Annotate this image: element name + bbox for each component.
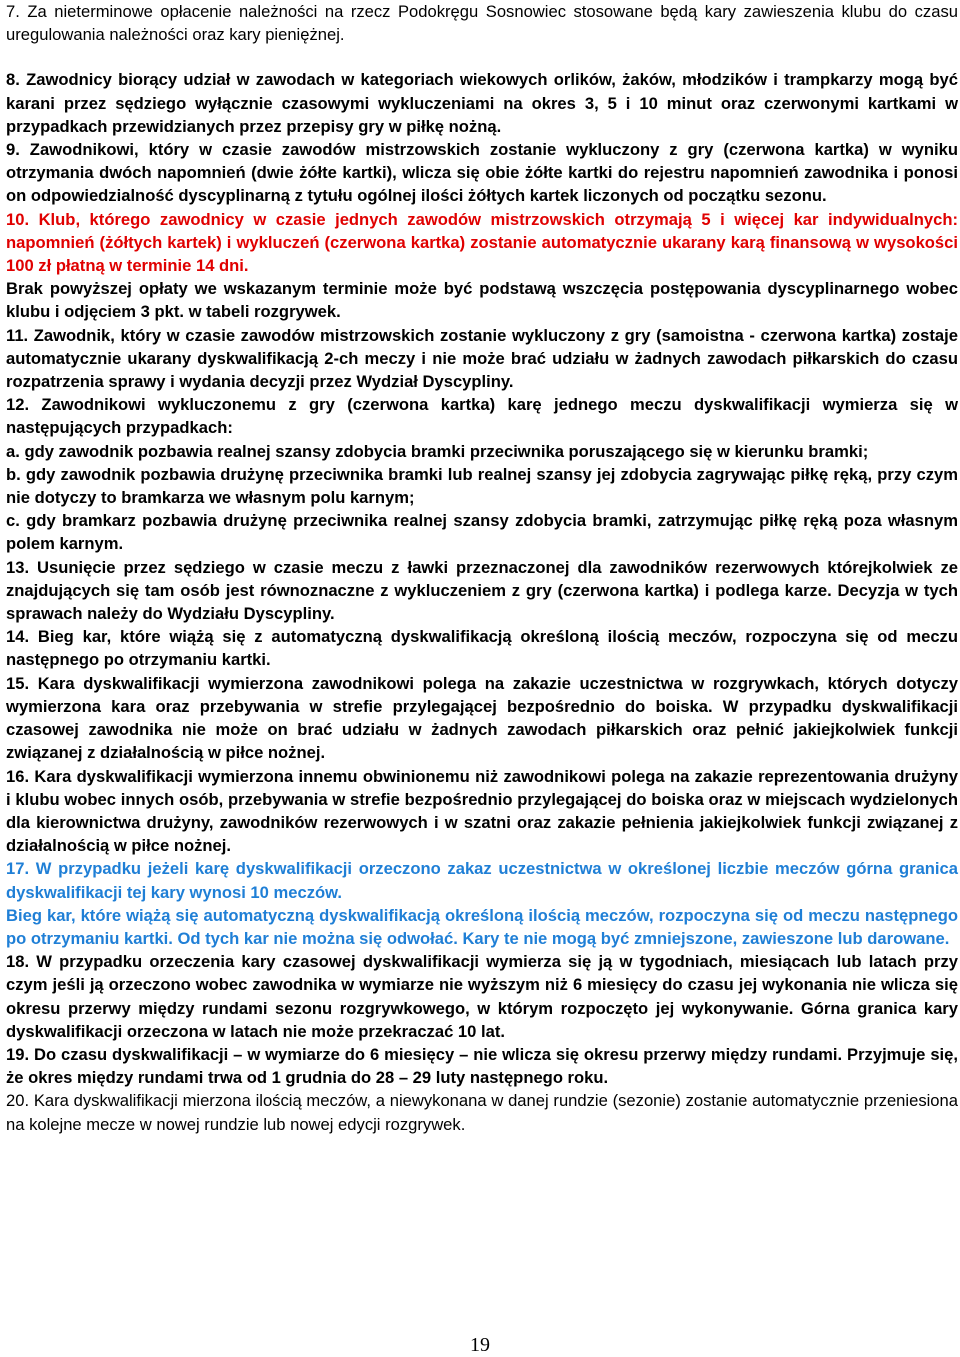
- page-number: 19: [470, 1334, 490, 1356]
- paragraph-10-note: Brak powyższej opłaty we wskazanym terminie może być podstawą wszczęcia postępowania dyscyplinarnego wobec klubu i odjęciem 3 pkt. w tabeli rozgrywek.: [6, 279, 958, 322]
- paragraph-12-a: a. gdy zawodnik pozbawia realnej szansy zdobycia bramki przeciwnika poruszającego się w kierunku bramki;: [6, 441, 869, 461]
- paragraph-16: 16. Kara dyskwalifikacji wymierzona innemu obwinionemu niż zawodnikowi polega na zakazie reprezentowania drużyny i klubu wobec innych osób, przebywania w strefie bezpośrednio przylegającej do boiska oraz w miejscach wydzielonych dla kierownictwa drużyny, zawodników rezerwowych i w szatni oraz zakazie pełnienia jakiejkolwiek funkcji związanej z działalnością w piłce nożnej.: [6, 766, 958, 856]
- paragraph-9: 9. Zawodnikowi, który w czasie zawodów mistrzowskich zostanie wykluczony z gry (czerwona kartka) w wyniku otrzymania dwóch napomnień (dwie żółte kartki), wlicza się obie żółte kartki do rejestru napomnień zawodnika i ponosi on odpowiedzialność dyscyplinarną z tytułu ogólnej ilości żółtych kartek liczonych od początku sezonu.: [6, 140, 958, 206]
- paragraph-7: 7. Za nieterminowe opłacenie należności na rzecz Podokręgu Sosnowiec stosowane będą kary zawieszenia klubu do czasu uregulowania należności oraz kary pieniężnej.: [6, 2, 958, 45]
- paragraph-20: 20. Kara dyskwalifikacji mierzona ilością meczów, a niewykonana w danej rundzie (sezonie) zostanie automatycznie przeniesiona na kolejne mecze w nowej rundzie lub nowej edycji rozgrywek.: [6, 1091, 958, 1134]
- paragraph-15: 15. Kara dyskwalifikacji wymierzona zawodnikowi polega na zakazie uczestnictwa w rozgrywkach, których dotyczy wymierzona kara oraz przebywania w strefie przylegającej bezpośrednio do boiska. W przypadku dyskwalifikacji czasowej zawodnika nie może on brać udziału w żadnych zawodach piłkarskich oraz pełnić jakiejkolwiek funkcji związanej z działalnością w piłce nożnej.: [6, 673, 958, 763]
- paragraph-10: 10. Klub, którego zawodnicy w czasie jednych zawodów mistrzowskich otrzymają 5 i więcej kar indywidualnych: napomnień (żółtych kartek) i wykluczeń (czerwona kartka) zostanie automatycznie ukarany karą finansową w wysokości 100 zł płatną w terminie 14 dni.: [6, 209, 958, 276]
- paragraph-17: 17. W przypadku jeżeli karę dyskwalifikacji orzeczono zakaz uczestnictwa w określonej liczbie meczów górna granica dyskwalifikacji tej kary wynosi 10 meczów.: [6, 859, 958, 902]
- paragraph-12: 12. Zawodnikowi wykluczonemu z gry (czerwona kartka) karę jednego meczu dyskwalifikacji wymierza się w następujących przypadkach:: [6, 395, 958, 438]
- paragraph-13: 13. Usunięcie przez sędziego w czasie meczu z ławki przeznaczonej dla zawodników rezerwowych którejkolwiek ze znajdujących się tam osób jest równoznaczne z wykluczeniem z gry (czerwona kartka) i podlega karze. Decyzja w tych sprawach należy do Wydziału Dyscypliny.: [6, 557, 958, 624]
- paragraph-17-note: Bieg kar, które wiążą się automatyczną dyskwalifikacją określoną ilością meczów, rozpoczyna się od meczu następnego po otrzymaniu kartki. Od tych kar nie można się odwołać. Kary te nie mogą być zmniejszone, zawieszone lub darowane.: [6, 905, 958, 948]
- paragraph-14: 14. Bieg kar, które wiążą się z automatyczną dyskwalifikacją określoną ilością meczów, rozpoczyna się od meczu następnego po otrzymaniu kartki.: [6, 627, 958, 670]
- paragraph-12-c: c. gdy bramkarz pozbawia drużynę przeciwnika realnej szansy zdobycia bramki, zatrzymując piłkę ręką poza własnym polem karnym.: [6, 511, 958, 554]
- paragraph-12-b: b. gdy zawodnik pozbawia drużynę przeciwnika bramki lub realnej szansy jej zdobycia zagrywając piłkę ręką, przy czym nie dotyczy to bramkarza we własnym polu karnym;: [6, 464, 958, 508]
- document-page: [6, 0, 958, 1136]
- paragraph-8: 8. Zawodnicy biorący udział w zawodach w kategoriach wiekowych orlików, żaków, młodzików i trampkarzy mogą być karani przez sędziego wyłącznie czasowymi wykluczeniami na okres 3, 5 i 10 minut oraz czerwonymi kartkami w przypadkach przewidzianych przez przepisy gry w piłkę nożną.: [6, 70, 958, 136]
- paragraph-18: 18. W przypadku orzeczenia kary czasowej dyskwalifikacji wymierza się ją w tygodniach, miesiącach lub latach przy czym jeśli ją orzeczono wobec zawodnika w wymiarze nie wyższym niż 6 miesięcy do czasu jej wykonania nie wlicza się okresu przerwy między rundami sezonu rozgrywkowego, w którym rozpoczęto jej wykonywanie. Górna granica kary dyskwalifikacji orzeczona w latach nie może przekraczać 10 lat.: [6, 952, 958, 1041]
- paragraph-spacer: [6, 46, 958, 68]
- paragraph-11: 11. Zawodnik, który w czasie zawodów mistrzowskich zostanie wykluczony z gry (samoistna - czerwona kartka) zostaje automatycznie ukarany dyskwalifikacją 2-ch meczy i nie może brać udziału w żadnych zawodach piłkarskich do czasu rozpatrzenia sprawy i wydania decyzji przez Wydział Dyscypliny.: [6, 325, 958, 392]
- paragraph-19: 19. Do czasu dyskwalifikacji – w wymiarze do 6 miesięcy – nie wlicza się okresu przerwy między rundami. Przyjmuje się, że okres między rundami trwa od 1 grudnia do 28 – 29 luty następnego roku.: [6, 1044, 958, 1088]
